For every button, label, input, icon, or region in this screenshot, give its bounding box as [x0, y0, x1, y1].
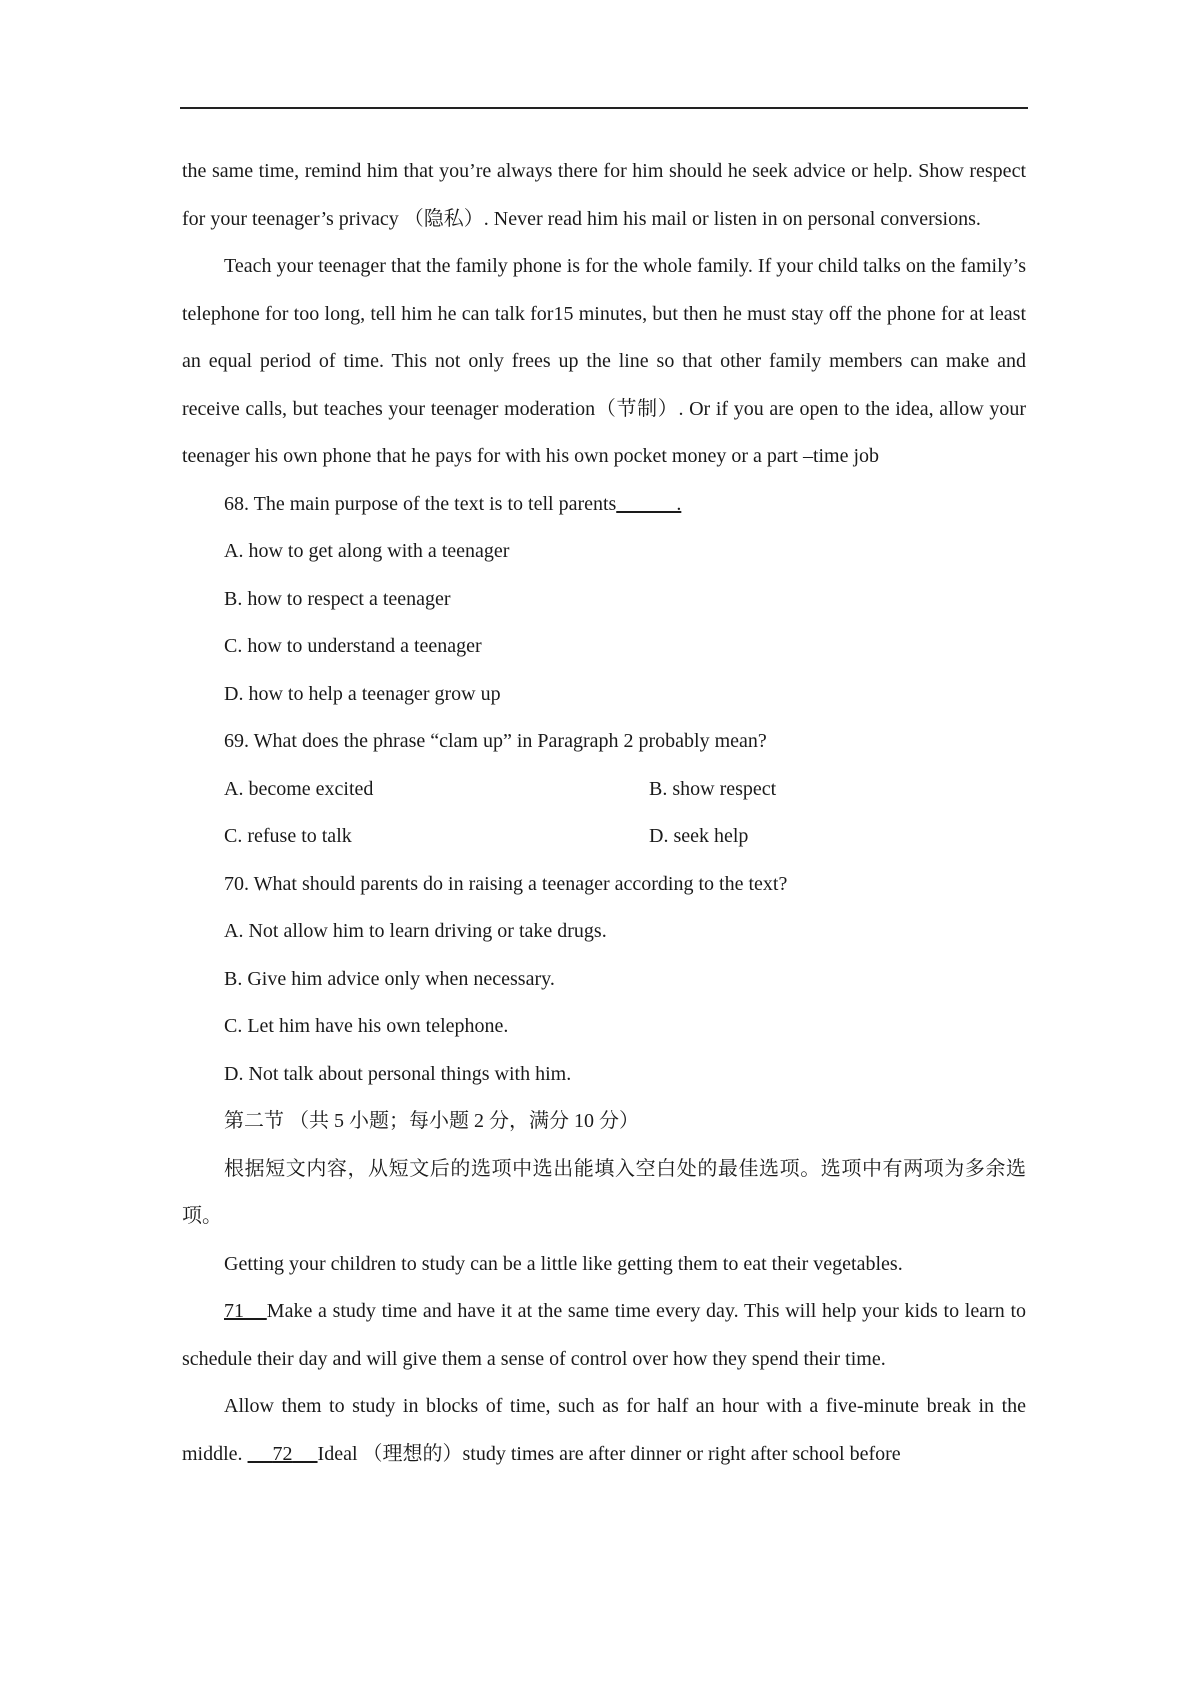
section-heading: 第二节 （共 5 小题；每小题 2 分，满分 10 分） — [224, 1110, 639, 1132]
question-69-option-c: C. refuse to talk — [224, 825, 352, 847]
header-rule — [180, 107, 1028, 109]
passage-paragraph: Getting your children to study can be a little like getting them to eat their vegetables. — [224, 1252, 903, 1275]
passage-paragraph — [182, 1288, 1026, 1383]
passage-text: Ideal （理想的）study times are after dinner or right after school before — [317, 1442, 901, 1465]
question-70-option-b: B. Give him advice only when necessary. — [224, 967, 555, 990]
passage-paragraph: Teach your teenager that the family phone is for the whole family. If your child talks on the family’s telephone for too long, tell him he can talk for15 minutes, but then he must stay off the phone for at least an equal period of time. This not only frees up the line so that other family members can make and receive calls, but teaches your teenager moderation（节制）. Or if you are open to the idea, allow your teenager his own phone that he pays for with his own pocket money or a part –time job — [182, 255, 1026, 467]
passage-text: Allow them to study in blocks of time, such as for half an hour with a five-minute break in the middle. — [182, 1395, 1026, 1465]
section-instructions: 根据短文内容，从短文后的选项中选出能填入空白处的最佳选项。选项中有两项为多余选项。 — [182, 1157, 1026, 1227]
question-69-option-b: B. show respect — [649, 777, 777, 800]
question-69-stem: 69. What does the phrase “clam up” in Paragraph 2 probably mean? — [224, 730, 767, 752]
question-69-option-d: D. seek help — [649, 825, 749, 847]
question-68-stem — [182, 481, 1026, 529]
question-70-option-a: A. Not allow him to learn driving or take drugs. — [224, 920, 607, 942]
question-70-option-d: D. Not talk about personal things with him. — [224, 1062, 572, 1085]
question-69-option-a: A. become excited — [224, 777, 374, 800]
answer-blank-number: 72 — [272, 1442, 293, 1465]
passage-paragraph: the same time, remind him that you’re always there for him should he seek advice or help. Show respect for your teenager’s privacy （隐私）. Never read him his mail or listen in on personal conversions. — [182, 160, 1026, 230]
passage-text: Make a study time and have it at the same time every day. This will help your kids to learn to schedule their day and will give them a sense of control over how they spend their time. — [182, 1300, 1027, 1370]
question-68-option-a: A. how to get along with a teenager — [224, 540, 510, 562]
question-69-options-row-1 — [182, 766, 1026, 814]
answer-blank-number: 71 — [224, 1300, 244, 1322]
question-68-option-d: D. how to help a teenager grow up — [224, 682, 501, 705]
question-68-option-c: C. how to understand a teenager — [224, 635, 482, 657]
question-stem-text: 68. The main purpose of the text is to tell parents — [224, 492, 617, 515]
question-68-option-b: B. how to respect a teenager — [224, 587, 451, 610]
question-70-stem: 70. What should parents do in raising a teenager according to the text? — [224, 872, 788, 895]
answer-blank: ______. — [616, 492, 682, 515]
answer-blank-72 — [248, 1443, 318, 1465]
question-70-option-c: C. Let him have his own telephone. — [224, 1015, 509, 1037]
passage-paragraph — [182, 1383, 1026, 1478]
document-body — [182, 148, 1026, 1478]
question-69-options-row-2 — [182, 813, 1026, 861]
answer-blank-71 — [224, 1300, 267, 1322]
